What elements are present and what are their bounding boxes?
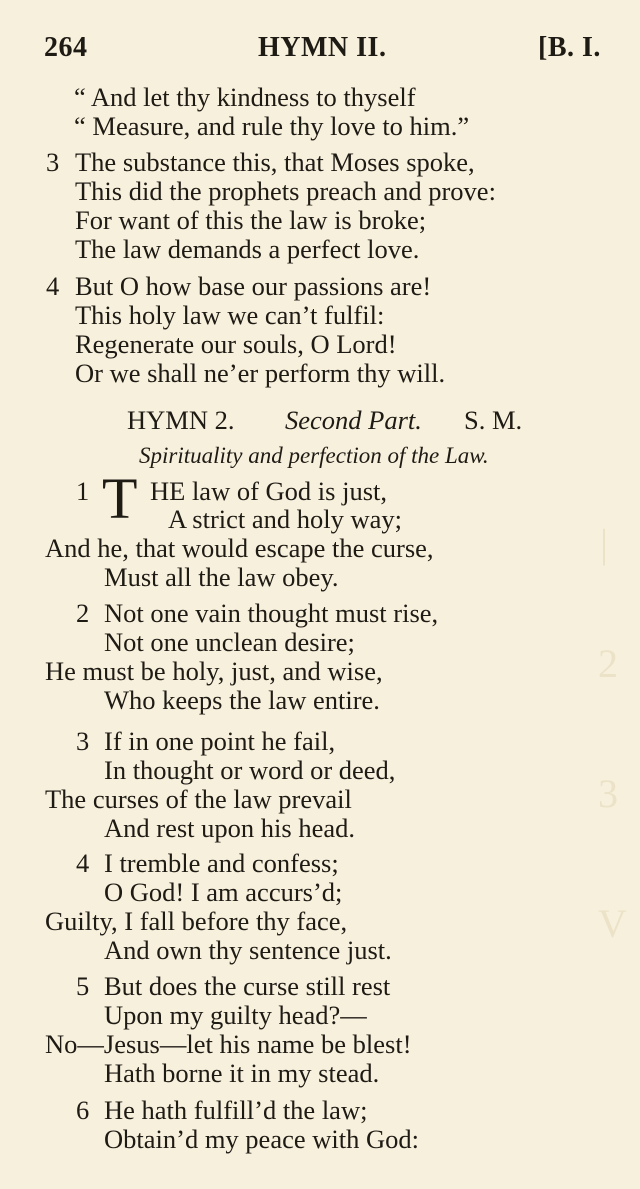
verse-line: The substance this, that Moses spoke, xyxy=(75,147,475,177)
verse-number: 3 xyxy=(46,147,60,177)
verse-line: Hath borne it in my stead. xyxy=(104,1058,380,1088)
verse-line: And he, that would escape the curse, xyxy=(45,533,434,563)
drop-cap: T xyxy=(102,466,138,531)
verse-line: Guilty, I fall before thy face, xyxy=(45,906,348,936)
verse-line: HE law of God is just, xyxy=(150,476,388,506)
continuation-line: “ And let thy kindness to thyself xyxy=(74,82,416,112)
verse-line: This holy law we can’t fulfil: xyxy=(75,300,385,330)
verse-number: 4 xyxy=(46,271,60,301)
verse-line: Not one unclean desire; xyxy=(104,627,355,657)
verse-line: And own thy sentence just. xyxy=(104,935,392,965)
verse-line: A strict and holy way; xyxy=(168,504,403,534)
verse-line: But O how base our passions are! xyxy=(75,271,432,301)
verse-number: 5 xyxy=(76,971,90,1001)
bleed-through-mark: 2 xyxy=(598,641,618,686)
verse-line: And rest upon his head. xyxy=(104,813,355,843)
verse-line: I tremble and confess; xyxy=(104,848,339,878)
verse-line: No—Jesus—let his name be blest! xyxy=(45,1029,412,1059)
verse-number: 2 xyxy=(76,598,90,628)
hymn-meter: S. M. xyxy=(464,405,523,435)
bleed-through-mark: | xyxy=(600,521,609,566)
verse-line: Regenerate our souls, O Lord! xyxy=(75,329,397,359)
verse-line: Not one vain thought must rise, xyxy=(104,598,439,628)
hymn-part: Second Part. xyxy=(285,405,422,435)
verse-line: The curses of the law prevail xyxy=(45,784,352,814)
verse-line: The law demands a perfect love. xyxy=(75,234,420,264)
verse-line: Who keeps the law entire. xyxy=(104,685,380,715)
verse-line: Or we shall ne’er perform thy will. xyxy=(75,358,446,388)
book-marker: [B. I. xyxy=(538,32,601,63)
verse-line: For want of this the law is broke; xyxy=(75,205,427,235)
verse-number: 3 xyxy=(76,726,90,756)
verse-line: O God! I am accurs’d; xyxy=(104,877,343,907)
verse-line: This did the prophets preach and prove: xyxy=(75,176,496,206)
verse-line: If in one point he fail, xyxy=(104,726,336,756)
verse-line: He must be holy, just, and wise, xyxy=(45,656,383,686)
verse-line: Upon my guilty head?— xyxy=(104,1000,367,1030)
verse-line: He hath fulfill’d the law; xyxy=(104,1095,368,1125)
bleed-through-mark: 3 xyxy=(598,771,618,816)
page-number: 264 xyxy=(44,32,88,63)
continuation-line: “ Measure, and rule thy love to him.” xyxy=(74,111,470,141)
verse-line: Must all the law obey. xyxy=(104,562,339,592)
hymn-heading: HYMN 2. xyxy=(127,405,235,435)
verse-line: In thought or word or deed, xyxy=(104,755,396,785)
verse-number: 6 xyxy=(76,1095,90,1125)
verse-line: But does the curse still rest xyxy=(104,971,391,1001)
verse-line: Obtain’d my peace with God: xyxy=(104,1124,419,1154)
bleed-through-mark: V xyxy=(598,901,627,946)
running-title: HYMN II. xyxy=(258,32,387,63)
verse-number: 4 xyxy=(76,848,90,878)
verse-number: 1 xyxy=(76,476,90,506)
hymn-subtitle: Spirituality and perfection of the Law. xyxy=(139,443,489,468)
